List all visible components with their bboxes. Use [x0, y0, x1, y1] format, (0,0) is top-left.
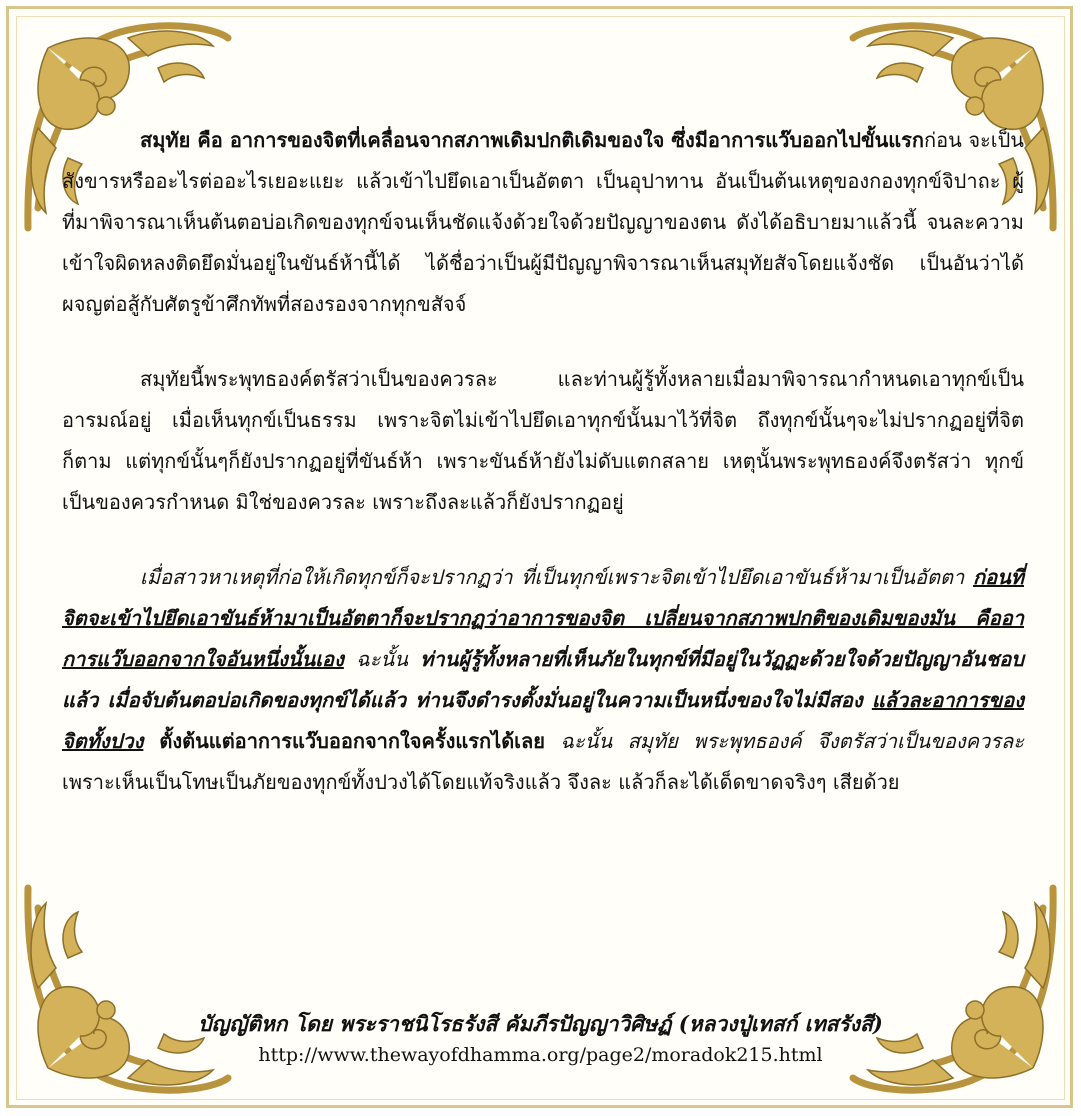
- paragraph-samudaya-definition: [62, 120, 1024, 325]
- text-segment: ท่านผู้รู้ทั้งหลายที่เห็นภัยในทุกข์ที่มีอยู่ในวัฏฏะด้วยใจด้วยปัญญาอันชอบแล้ว เมื่อจับต้นตอบ่อเกิดของทุกข์ได้แล้ว ท่านจึงดำรงตั้งมั่นอยู่ในความเป็นหนึ่งของใจไม่มีสอง: [62, 647, 1024, 712]
- text-segment: เมื่อสาวหาเหตุที่ก่อให้เกิดทุกข์ก็จะปรากฏว่า ที่เป็นทุกข์เพราะจิตเข้าไปยึดเอาขันธ์ห้ามาเป็นอัตตา: [140, 565, 974, 589]
- text-segment: สมุทัย คือ อาการของจิตที่เคลื่อนจากสภาพเดิมปกติเดิมของใจ ซึ่งมีอาการแว๊บออกไปขั้นแรก: [140, 128, 925, 152]
- author-credit: บัญญัติหก โดย พระราชนิโรธรังสี คัมภีรปัญญาวิศิษฏ์ (หลวงปู่เทสก์ เทสรังสี): [198, 1011, 883, 1036]
- text-segment: แล้วละอาการของจิตทั้งปวง: [62, 688, 1024, 753]
- text-segment: ตั้งต้นแต่อาการแว๊บออกจากใจครั้งแรกได้เลย: [143, 729, 545, 753]
- paragraph-samudaya-to-abandon: [62, 359, 1024, 523]
- text-segment: ก่อน จะเป็นสังขารหรืออะไรต่ออะไรเยอะแยะ แล้วเข้าไปยึดเอาเป็นอัตตา เป็นอุปาทาน อันเป็นต้นเหตุของกองทุกข์จิปาถะ ผู้ที่มาพิจารณาเห็นต้นตอบ่อเกิดของทุกข์จนเห็นชัดแจ้งด้วยใจด้วยปัญญาของตน ดังได้อธิบายมาแล้วนี้ จนละความเข้าใจผิดหลงติดยึดมั่นอยู่ในขันธ์ห้านี้ได้ ได้ชื่อว่าเป็นผู้มีปัญญาพิจารณาเห็นสมุทัยสัจโดยแจ้งชัด เป็นอันว่าได้ผจญต่อสู้กับศัตรูข้าศึกทัพที่สองรองจากทุกขสัจจ์: [62, 128, 1024, 316]
- text-segment: เพราะเห็นเป็นโทษเป็นภัยของทุกข์ทั้งปวงได้โดยแท้จริงแล้ว จึงละ แล้วก็ละได้เด็ดขาดจริงๆ เสียด้วย: [62, 770, 900, 794]
- corner-ornament-bottom-left-icon: [8, 873, 243, 1108]
- text-segment: ฉะนั้น: [343, 647, 421, 671]
- corner-ornament-bottom-right-icon: [838, 873, 1073, 1108]
- document-body: [62, 120, 1024, 803]
- text-segment: สมุทัยนี้พระพุทธองค์ตรัสว่าเป็นของควรละ และท่านผู้รู้ทั้งหลายเมื่อมาพิจารณากำหนดเอาทุกข์เป็นอารมณ์อยู่ เมื่อเห็นทุกข์เป็นธรรม เพราะจิตไม่เข้าไปยึดเอาทุกข์นั้นมาไว้ที่จิต ถึงทุกข์นั้นๆจะไม่ปรากฏอยู่ที่จิตก็ตาม แต่ทุกข์นั้นๆก็ยังปรากฏอยู่ที่ขันธ์ห้า เพราะขันธ์ห้ายังไม่ดับแตกสลาย เหตุนั้นพระพุทธองค์จึงตรัสว่า ทุกข์เป็นของควรกำหนด มิใช่ของควรละ เพราะถึงละแล้วก็ยังปรากฏอยู่: [62, 367, 1024, 514]
- source-url-link[interactable]: http://www.thewayofdhamma.org/page2/moradok215.html: [258, 1044, 823, 1066]
- paragraph-cause-of-suffering: [62, 557, 1024, 803]
- text-segment: ฉะนั้น สมุทัย พระพุทธองค์ จึงตรัสว่าเป็นของควรละ: [545, 729, 1025, 753]
- text-segment: ก่อนที่จิตจะเข้าไปยึดเอาขันธ์ห้ามาเป็นอัตตาก็จะปรากฏว่าอาการของจิต เปลี่ยนจากสภาพปกติของเดิมของมัน คืออาการแว๊บออกจากใจอันหนึ่งนั้นเอง: [62, 565, 1024, 671]
